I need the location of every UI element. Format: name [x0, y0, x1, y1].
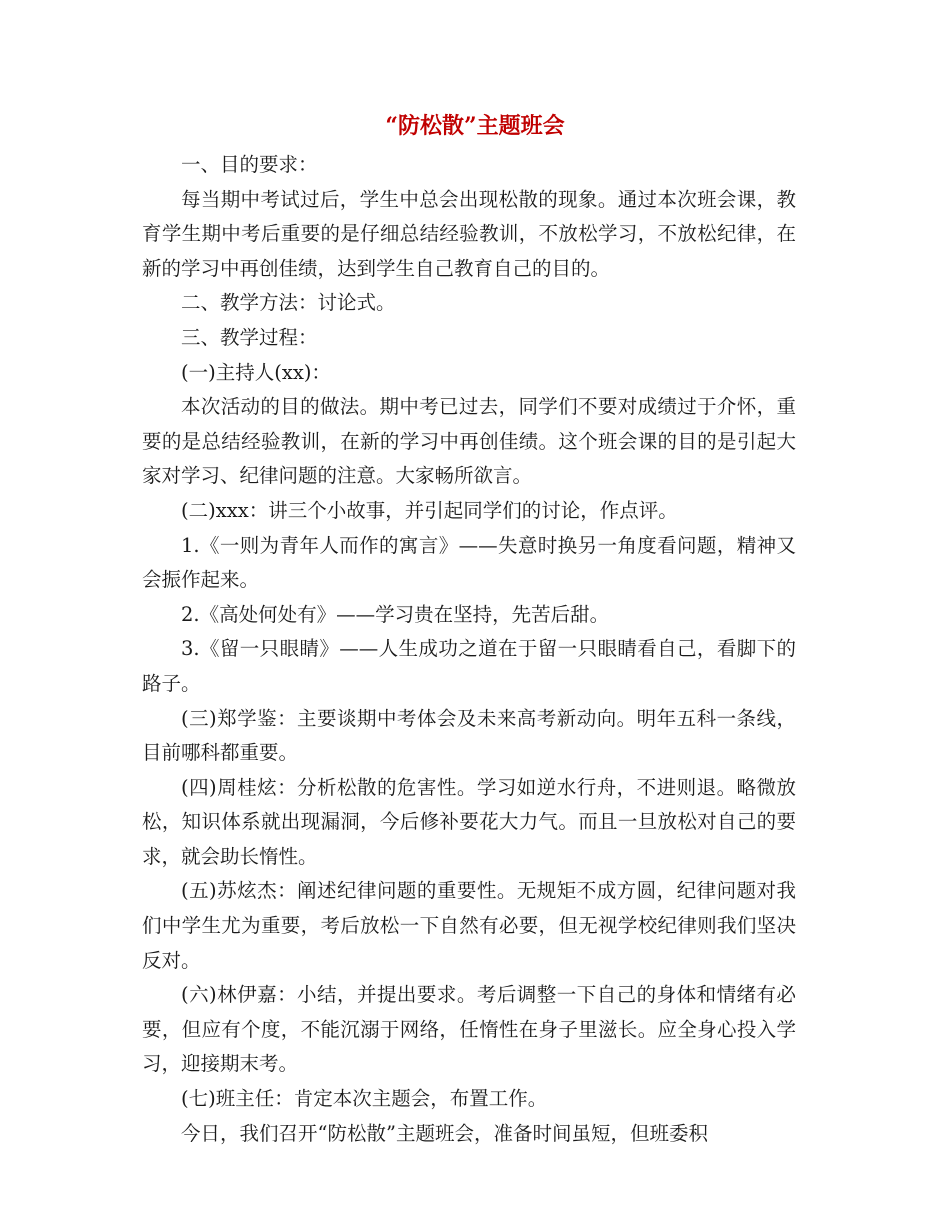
- body-paragraph-closing: 今日，我们召开“防松散”主题班会，准备时间虽短，但班委积: [181, 1121, 708, 1145]
- subsection-speaker-4: (四)周桂炫：分析松散的危害性。学习如逆水行舟，不进则退。略微放松，知识体系就出现漏洞，今后修补要花大力气。而且一旦放松对自己的要求，就会助长惰性。: [142, 775, 796, 868]
- subsection-speaker-3: (三)郑学鉴：主要谈期中考体会及未来高考新动向。明年五科一条线，目前哪科都重要。: [142, 706, 796, 765]
- section-heading-goals: 一、目的要求：: [181, 153, 318, 176]
- subsection-speaker-6: (六)林伊嘉：小结，并提出要求。考后调整一下自己的身体和情绪有必要，但应有个度，不能沉溺于网络，任惰性在身子里滋长。应全身心投入学习，迎接期末考。: [142, 983, 796, 1076]
- document-body: [142, 148, 796, 1151]
- subsection-stories: (二)xxx：讲三个小故事，并引起同学们的讨论，作点评。: [181, 498, 678, 522]
- list-item-story-3: 3.《留一只眼睛》——人生成功之道在于留一只眼睛看自己，看脚下的路子。: [142, 637, 796, 695]
- body-paragraph: 本次活动的目的做法。期中考已过去，同学们不要对成绩过于介怀，重要的是总结经验教训，在新的学习中再创佳绩。这个班会课的目的是引起大家对学习、纪律问题的注意。大家畅所欲言。: [142, 395, 796, 488]
- section-heading-method: 二、教学方法：讨论式。: [181, 291, 396, 315]
- section-heading-process: 三、教学过程：: [181, 325, 318, 349]
- list-item-story-1: 1.《一则为青年人而作的寓言》——失意时换另一角度看问题，精神又会振作起来。: [142, 533, 796, 592]
- subsection-teacher: (七)班主任：肯定本次主题会，布置工作。: [181, 1087, 548, 1111]
- document-title: “防松散”主题班会: [385, 113, 565, 139]
- body-paragraph: 每当期中考试过后，学生中总会出现松散的现象。通过本次班会课，教育学生期中考后重要的是仔细总结经验教训，不放松学习，不放松纪律，在新的学习中再创佳绩，达到学生自己教育自己的目的。: [142, 187, 796, 280]
- subsection-host: (一)主持人(xx)：: [181, 360, 331, 384]
- list-item-story-2: 2.《高处何处有》——学习贵在坚持，先苦后甜。: [181, 602, 610, 626]
- subsection-speaker-5: (五)苏炫杰：阐述纪律问题的重要性。无规矩不成方圆，纪律问题对我们中学生尤为重要，考后放松一下自然有必要，但无视学校纪律则我们坚决反对。: [142, 879, 796, 972]
